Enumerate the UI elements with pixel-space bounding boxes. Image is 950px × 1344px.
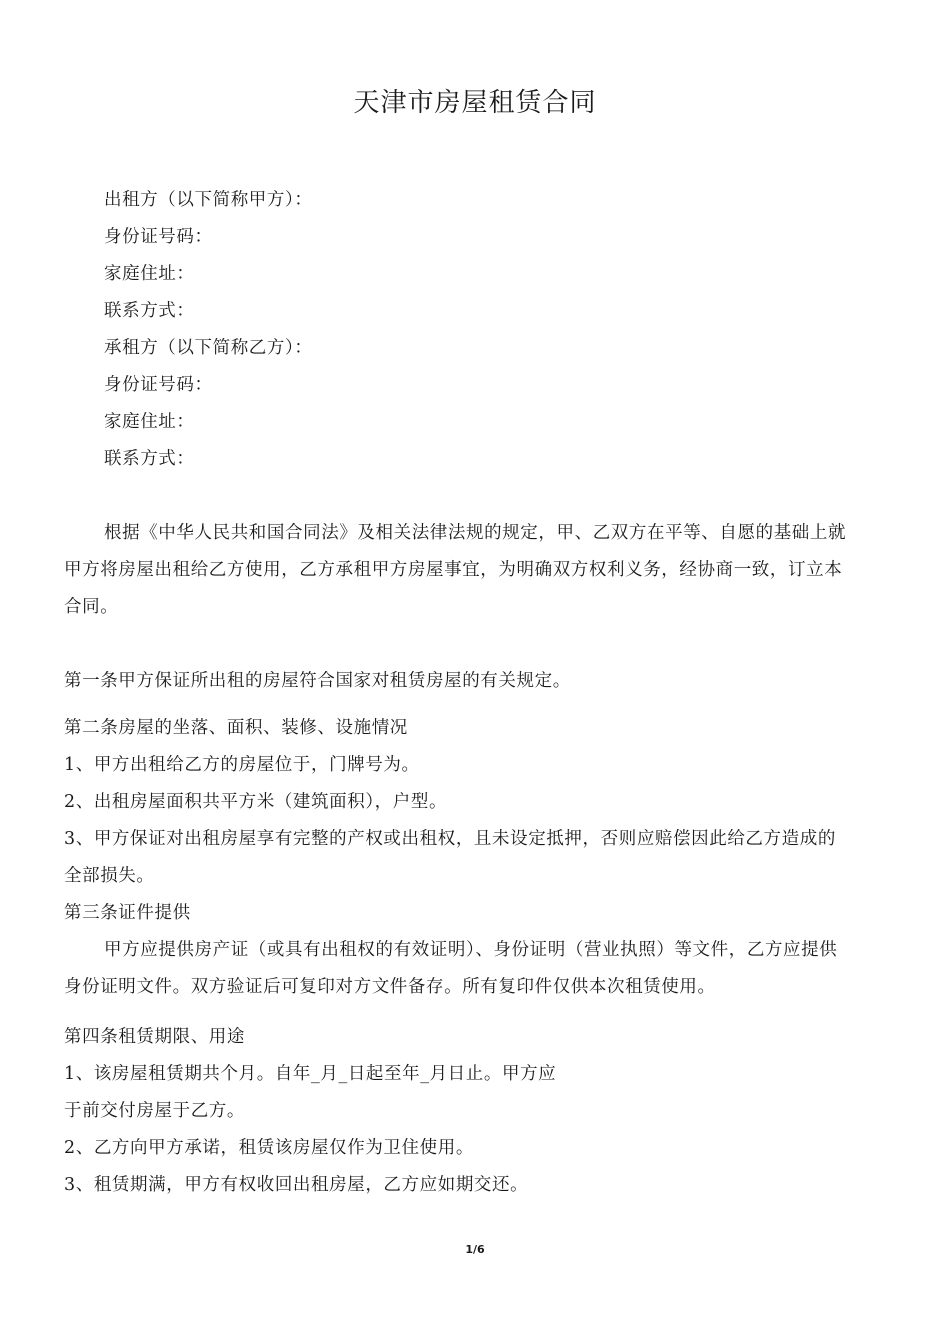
preamble-line: 根据《中华人民共和国合同法》及相关法律法规的规定，甲、乙双方在平等、自愿的基础上就 [104,523,847,543]
lessor-label: 出租方（以下简称甲方）： [104,190,313,210]
lessor-contact-label: 联系方式： [104,301,195,321]
article-2-item-1: 1、甲方出租给乙方的房屋位于，门牌号为。 [64,755,420,775]
preamble-line: 合同。 [64,597,119,617]
document-title: 天津市房屋租赁合同 [353,88,597,118]
preamble-line: 甲方将房屋出租给乙方使用，乙方承租甲方房屋事宜，为明确双方权利义务，经协商一致，订立本 [64,560,843,580]
page-number: 1/6 [465,1243,485,1256]
article-4-item-1-cont: 于前交付房屋于乙方。 [64,1101,245,1121]
article-2-item-2: 2、出租房屋面积共平方米（建筑面积），户型。 [64,792,448,812]
article-3-body-cont: 身份证明文件。双方验证后可复印对方文件备存。所有复印件仅供本次租赁使用。 [64,977,716,997]
lessor-address-label: 家庭住址： [104,264,195,284]
lessee-label: 承租方（以下简称乙方）： [104,338,313,358]
lessee-id-label: 身份证号码： [104,375,213,395]
article-3-heading: 第三条证件提供 [64,903,191,923]
article-4-heading: 第四条租赁期限、用途 [64,1027,245,1047]
article-1: 第一条甲方保证所出租的房屋符合国家对租赁房屋的有关规定。 [64,671,571,691]
lessor-id-label: 身份证号码： [104,227,213,247]
article-2-heading: 第二条房屋的坐落、面积、装修、设施情况 [64,718,408,738]
article-2-item-3: 3、甲方保证对出租房屋享有完整的产权或出租权，且未设定抵押，否则应赔偿因此给乙方造成的 [64,829,836,849]
article-3-body: 甲方应提供房产证（或具有出租权的有效证明）、身份证明（营业执照）等文件，乙方应提供 [104,940,838,960]
article-4-item-3: 3、租赁期满，甲方有权收回出租房屋，乙方应如期交还。 [64,1175,529,1195]
lessee-contact-label: 联系方式： [104,449,195,469]
article-4-item-2: 2、乙方向甲方承诺，租赁该房屋仅作为卫住使用。 [64,1138,474,1158]
article-2-item-3-cont: 全部损失。 [64,866,155,886]
article-4-item-1: 1、该房屋租赁期共个月。自年_月_日起至年_月日止。甲方应 [64,1064,557,1084]
lessee-address-label: 家庭住址： [104,412,195,432]
